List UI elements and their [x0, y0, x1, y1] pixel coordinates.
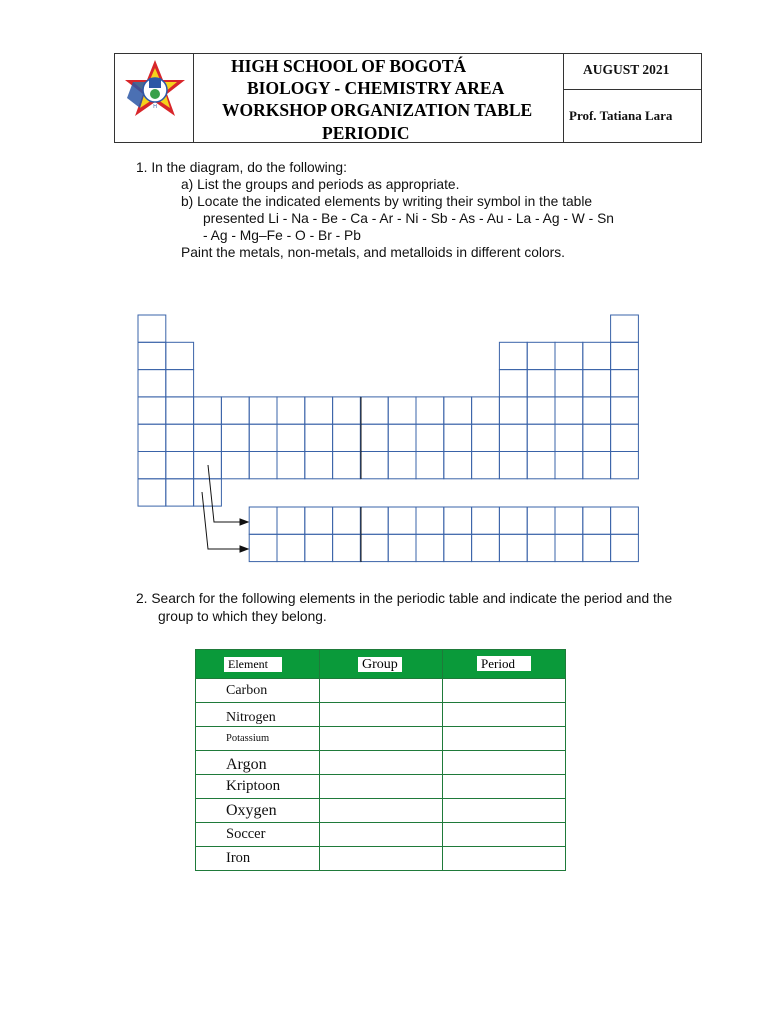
empty-element-cell[interactable]	[388, 397, 416, 424]
workshop-title-cont: PERIODIC	[322, 123, 410, 143]
empty-element-cell[interactable]	[499, 507, 527, 534]
period-cell[interactable]	[443, 727, 566, 751]
empty-element-cell[interactable]	[360, 397, 388, 424]
empty-element-cell[interactable]	[138, 452, 166, 479]
empty-element-cell[interactable]	[416, 534, 444, 561]
empty-element-cell[interactable]	[305, 397, 333, 424]
empty-element-cell[interactable]	[138, 479, 166, 506]
table-header-row	[196, 650, 566, 679]
empty-element-cell[interactable]	[611, 424, 639, 451]
question-2-text-cont: group to which they belong.	[158, 609, 327, 624]
period-cell[interactable]	[443, 847, 566, 871]
empty-element-cell[interactable]	[138, 342, 166, 369]
empty-element-cell[interactable]	[444, 534, 472, 561]
empty-element-cell[interactable]	[611, 534, 639, 561]
empty-element-cell[interactable]	[221, 397, 249, 424]
table-row	[196, 679, 566, 703]
column-header-element: Element	[196, 650, 320, 679]
empty-element-cell[interactable]	[388, 424, 416, 451]
question-1-item-b-elements: presented Li - Na - Be - Ca - Ar - Ni - Sb - As - Au - La - Ag - W - Sn	[203, 211, 614, 226]
empty-element-cell[interactable]	[611, 397, 639, 424]
empty-element-cell[interactable]	[583, 507, 611, 534]
question-1-item-a: a) List the groups and periods as appropriate.	[181, 177, 460, 192]
empty-element-cell[interactable]	[194, 452, 222, 479]
lanthanide-arrow-icon	[208, 465, 248, 525]
period-cell[interactable]	[443, 751, 566, 775]
empty-element-cell[interactable]	[444, 397, 472, 424]
empty-element-cell[interactable]	[166, 342, 194, 369]
table-row	[196, 727, 566, 751]
period-cell[interactable]	[443, 775, 566, 799]
empty-element-cell[interactable]	[416, 452, 444, 479]
empty-element-cell[interactable]	[611, 315, 639, 342]
empty-element-cell[interactable]	[166, 397, 194, 424]
question-1-intro: 1. In the diagram, do the following:	[136, 160, 347, 175]
table-row	[196, 823, 566, 847]
column-header-period: Period	[443, 650, 566, 679]
empty-element-cell[interactable]	[305, 534, 333, 561]
empty-element-cell[interactable]	[527, 507, 555, 534]
empty-element-cell[interactable]	[333, 507, 361, 534]
school-name: HIGH SCHOOL OF BOGOTÁ	[231, 56, 467, 76]
empty-element-cell[interactable]	[472, 452, 500, 479]
empty-element-cell[interactable]	[611, 370, 639, 397]
empty-element-cell[interactable]	[416, 507, 444, 534]
empty-element-cell[interactable]	[249, 452, 277, 479]
empty-element-cell[interactable]	[527, 397, 555, 424]
period-cell[interactable]	[443, 703, 566, 727]
group-cell[interactable]	[320, 847, 443, 871]
empty-element-cell[interactable]	[611, 507, 639, 534]
empty-element-cell[interactable]	[583, 370, 611, 397]
date-label: AUGUST 2021	[583, 62, 670, 77]
empty-element-cell[interactable]	[305, 424, 333, 451]
empty-element-cell[interactable]	[499, 534, 527, 561]
empty-element-cell[interactable]	[583, 534, 611, 561]
element-name: Oxygen	[196, 799, 320, 823]
table-row	[196, 847, 566, 871]
empty-element-cell[interactable]	[611, 342, 639, 369]
empty-element-cell[interactable]	[166, 370, 194, 397]
empty-element-cell[interactable]	[555, 507, 583, 534]
empty-element-cell[interactable]	[499, 342, 527, 369]
group-cell[interactable]	[320, 751, 443, 775]
empty-element-cell[interactable]	[472, 424, 500, 451]
empty-element-cell[interactable]	[583, 342, 611, 369]
element-name: Kriptoon	[196, 775, 320, 799]
element-name: Nitrogen	[196, 703, 320, 727]
area-name: BIOLOGY - CHEMISTRY AREA	[247, 78, 505, 98]
empty-element-cell[interactable]	[360, 507, 388, 534]
empty-element-cell[interactable]	[388, 534, 416, 561]
element-name: Soccer	[196, 823, 320, 847]
empty-element-cell[interactable]	[166, 424, 194, 451]
table-row	[196, 751, 566, 775]
empty-element-cell[interactable]	[194, 424, 222, 451]
empty-element-cell[interactable]	[527, 370, 555, 397]
empty-element-cell[interactable]	[277, 452, 305, 479]
empty-element-cell[interactable]	[277, 507, 305, 534]
table-row	[196, 775, 566, 799]
period-cell[interactable]	[443, 679, 566, 703]
empty-element-cell[interactable]	[611, 452, 639, 479]
empty-element-cell[interactable]	[472, 507, 500, 534]
question-1-paint: Paint the metals, non-metals, and metalloids in different colors.	[181, 245, 565, 260]
group-cell[interactable]	[320, 703, 443, 727]
empty-element-cell[interactable]	[249, 397, 277, 424]
empty-element-cell[interactable]	[583, 424, 611, 451]
empty-element-cell[interactable]	[277, 397, 305, 424]
empty-element-cell[interactable]	[416, 397, 444, 424]
group-cell[interactable]	[320, 775, 443, 799]
empty-element-cell[interactable]	[527, 534, 555, 561]
empty-element-cell[interactable]	[277, 534, 305, 561]
empty-element-cell[interactable]	[555, 342, 583, 369]
empty-element-cell[interactable]	[527, 424, 555, 451]
empty-element-cell[interactable]	[360, 534, 388, 561]
empty-element-cell[interactable]	[277, 424, 305, 451]
empty-element-cell[interactable]	[333, 534, 361, 561]
empty-element-cell[interactable]	[472, 534, 500, 561]
empty-element-cell[interactable]	[472, 397, 500, 424]
teacher-name: Prof. Tatiana Lara	[569, 108, 673, 123]
empty-element-cell[interactable]	[499, 452, 527, 479]
element-name: Carbon	[196, 679, 320, 703]
svg-text:H: H	[153, 104, 157, 110]
element-table	[195, 649, 566, 871]
question-1-item-b-elements-cont: - Ag - Mg–Fe - O - Br - Pb	[203, 228, 361, 243]
empty-element-cell[interactable]	[221, 424, 249, 451]
element-name: Iron	[196, 847, 320, 871]
empty-element-cell[interactable]	[360, 424, 388, 451]
column-header-group: Group	[320, 650, 443, 679]
empty-element-cell[interactable]	[416, 424, 444, 451]
empty-element-cell[interactable]	[555, 370, 583, 397]
empty-element-cell[interactable]	[555, 534, 583, 561]
question-1-item-b: b) Locate the indicated elements by writing their symbol in the table	[181, 194, 593, 209]
empty-element-cell[interactable]	[194, 479, 222, 506]
question-2-text: 2. Search for the following elements in the periodic table and indicate the period and the	[136, 591, 673, 606]
period-cell[interactable]	[443, 823, 566, 847]
empty-element-cell[interactable]	[555, 397, 583, 424]
empty-element-cell[interactable]	[249, 424, 277, 451]
empty-element-cell[interactable]	[555, 424, 583, 451]
table-row	[196, 799, 566, 823]
empty-element-cell[interactable]	[444, 507, 472, 534]
empty-element-cell[interactable]	[555, 452, 583, 479]
empty-element-cell[interactable]	[527, 452, 555, 479]
empty-element-cell[interactable]	[249, 534, 277, 561]
empty-element-cell[interactable]	[499, 397, 527, 424]
empty-element-cell[interactable]	[166, 479, 194, 506]
element-name: Potassium	[196, 727, 320, 751]
empty-element-cell[interactable]	[583, 397, 611, 424]
empty-element-cell[interactable]	[444, 452, 472, 479]
empty-element-cell[interactable]	[583, 452, 611, 479]
empty-element-cell[interactable]	[333, 452, 361, 479]
empty-element-cell[interactable]	[388, 452, 416, 479]
empty-element-cell[interactable]	[138, 370, 166, 397]
empty-element-cell[interactable]	[499, 370, 527, 397]
group-cell[interactable]	[320, 823, 443, 847]
empty-element-cell[interactable]	[527, 342, 555, 369]
empty-element-cell[interactable]	[249, 507, 277, 534]
empty-element-cell[interactable]	[166, 452, 194, 479]
empty-element-cell[interactable]	[333, 397, 361, 424]
empty-element-cell[interactable]	[333, 424, 361, 451]
empty-element-cell[interactable]	[194, 397, 222, 424]
group-cell[interactable]	[320, 727, 443, 751]
group-cell[interactable]	[320, 799, 443, 823]
workshop-title: WORKSHOP ORGANIZATION TABLE	[222, 100, 533, 120]
period-cell[interactable]	[443, 799, 566, 823]
empty-element-cell[interactable]	[138, 315, 166, 342]
empty-element-cell[interactable]	[138, 397, 166, 424]
empty-element-cell[interactable]	[360, 452, 388, 479]
empty-element-cell[interactable]	[499, 424, 527, 451]
group-cell[interactable]	[320, 679, 443, 703]
empty-element-cell[interactable]	[444, 424, 472, 451]
empty-element-cell[interactable]	[305, 507, 333, 534]
empty-element-cell[interactable]	[305, 452, 333, 479]
empty-element-cell[interactable]	[388, 507, 416, 534]
element-name: Argon	[196, 751, 320, 775]
empty-element-cell[interactable]	[221, 452, 249, 479]
empty-element-cell[interactable]	[138, 424, 166, 451]
table-row	[196, 703, 566, 727]
